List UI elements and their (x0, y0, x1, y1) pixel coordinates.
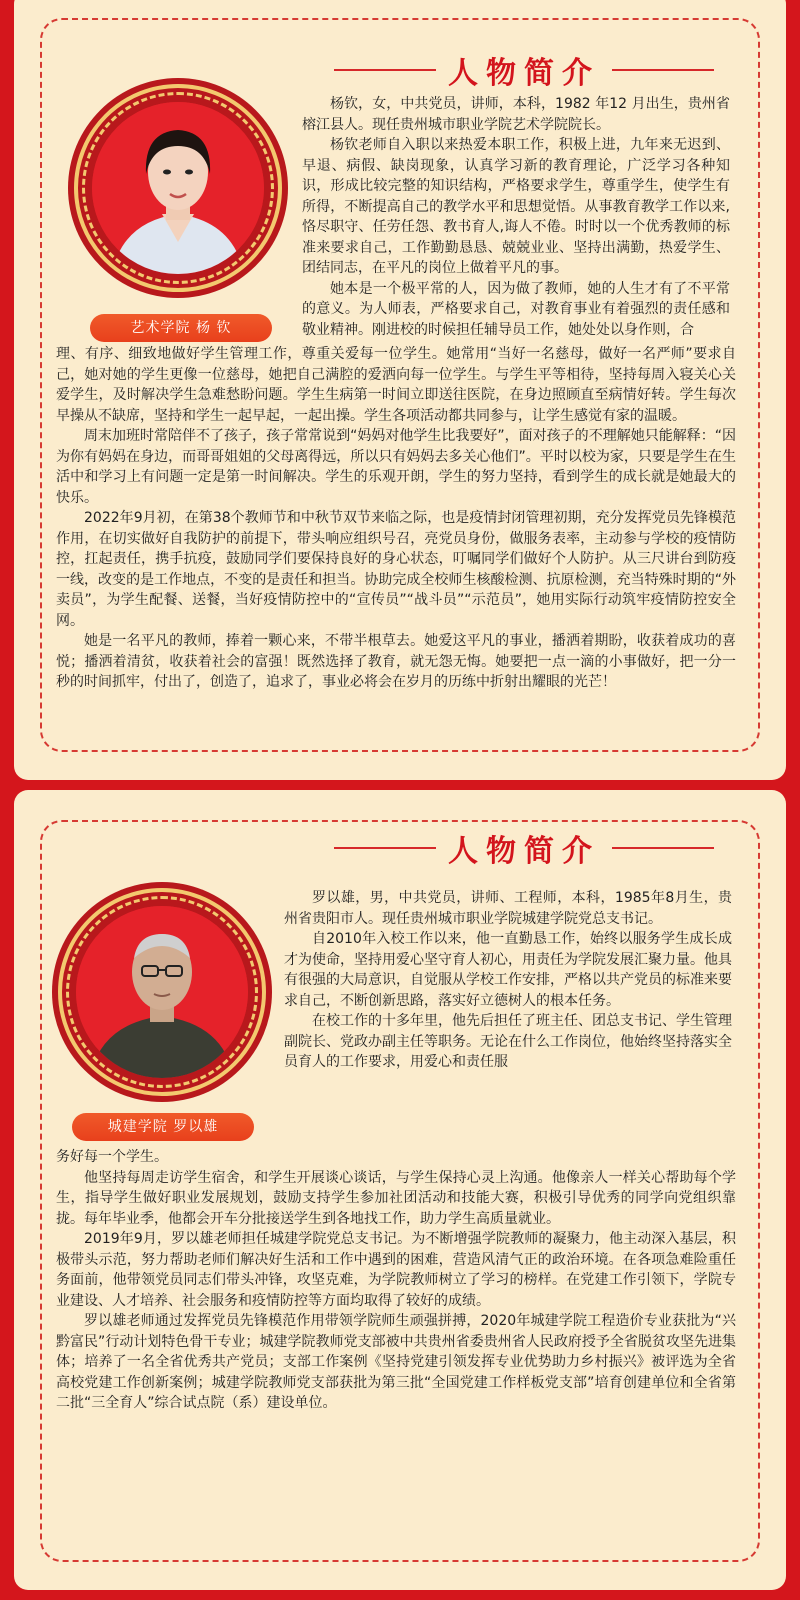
bio-paragraph: 她本是一个极平常的人，因为做了教师，她的人生才有了不平常的意义。为人师表，严格要求自己，对教育事业有着强烈的责任感和敬业精神。刚进校的时候担任辅导员工作，她处处以身作则，合 (302, 280, 730, 338)
section-header (334, 828, 714, 868)
title-line-left (334, 847, 436, 849)
section-header (334, 50, 714, 90)
bio-text-top (302, 94, 730, 340)
portrait-frame (68, 78, 288, 298)
section-title: 人物简介 (448, 56, 600, 91)
bio-text-top (284, 888, 732, 1073)
bio-paragraph: 2022年9月初，在第38个教师节和中秋节双节来临之际，也是疫情封闭管理初期，充分发挥党员先锋模范作用，在切实做好自我防护的前提下，带头响应组织号召，亮党员身份，做服务表率，主动参与学校的疫情防控，扛起责任，携手抗疫，鼓励同学们要保持良好的身心状态，叮嘱同学们做好个人防护。从三尺讲台到防疫一线，改变的是工作地点，不变的是责任和担当。协助完成全校师生核酸检测、抗原检测，充当特殊时期的“外卖员”，为学生配餐、送餐，当好疫情防控中的“宣传员”“战斗员”“示范员”，她用实际行动筑牢疫情防控安全网。 (56, 510, 736, 629)
bio-paragraph: 杨钦，女，中共党员，讲师，本科，1982 年12 月出生，贵州省榕江县人。现任贵州城市职业学院艺术学院院长。 (302, 96, 730, 133)
portrait-frame (52, 882, 272, 1102)
person-photo-1 (92, 102, 264, 274)
person-photo-2 (76, 906, 248, 1078)
title-line-left (334, 69, 436, 71)
profile-card-2 (14, 790, 786, 1590)
bio-paragraph: 2019年9月，罗以雄老师担任城建学院党总支书记。为不断增强学院教师的凝聚力，他主动深入基层，积极带头示范，努力帮助老师们解决好生活和工作中遇到的困难，营造风清气正的政治环境。在各项急难险重任务面前，他带领党员同志们带头冲锋，攻坚克难，为学院教师树立了学习的榜样。在党建工作引领下，学院专业建设、人才培养、社会服务和疫情防控等方面均取得了较好的成绩。 (56, 1231, 736, 1309)
profile-card-1 (14, 0, 786, 780)
bio-paragraph: 理、有序、细致地做好学生管理工作，尊重关爱每一位学生。她常用“当好一名慈母，做好一名严师”要求自己，她对她的学生更像一位慈母，她把自己满腔的爱洒向每一位学生。与学生平等相待，坚持每周入寝关心关爱学生，及时解决学生急难愁盼问题。学生生病第一时间立即送往医院，在身边照顾直至病情好转。学生每次早操从不缺席，坚持和学生一起早起，一起出操。学生各项活动都共同参与，让学生感觉有家的温暖。 (56, 346, 736, 424)
bio-paragraph: 他坚持每周走访学生宿舍，和学生开展谈心谈话，与学生保持心灵上沟通。他像亲人一样关心帮助每个学生，指导学生做好职业发展规划，鼓励支持学生参加社团活动和技能大赛，积极引导优秀的同学向党组织靠拢。每年毕业季，他都会开车分批接送学生到各地找工作，助力学生高质量就业。 (56, 1169, 736, 1227)
portrait-photo (92, 102, 264, 274)
bio-paragraph: 周末加班时常陪伴不了孩子，孩子常常说到“妈妈对他学生比我要好”，面对孩子的不理解她只能解释：“因为你有妈妈在身边，而哥哥姐姐的父母离得远，所以只有妈妈去多关心他们”。平时以校为家，只要是学生在生活中和学习上有问题一定是第一时间解决。学生的乐观开朗，学生的努力坚持，看到学生的成长就是她最大的快乐。 (56, 428, 736, 506)
title-line-right (612, 847, 714, 849)
title-line-right (612, 69, 714, 71)
bio-paragraph: 罗以雄老师通过发挥党员先锋模范作用带领学院师生顽强拼搏，2020年城建学院工程造价专业获批为“兴黔富民”行动计划特色骨干专业；城建学院教师党支部被中共贵州省委贵州省人民政府授予全省脱贫攻坚先进集体；培养了一名全省优秀共产党员；支部工作案例《坚持党建引领发挥专业优势助力乡村振兴》被评选为全省高校党建工作创新案例；城建学院教师党支部获批为第三批“全国党建工作样板党支部”培育创建单位和全省第二批“三全育人”综合试点院（系）建设单位。 (56, 1313, 736, 1411)
portrait-photo (76, 906, 248, 1078)
bio-paragraph: 务好每一个学生。 (56, 1149, 168, 1165)
bio-text-bottom (56, 1147, 736, 1414)
bio-paragraph: 她是一名平凡的教师，捧着一颗心来，不带半根草去。她爱这平凡的事业，播洒着期盼，收获着成功的喜悦；播洒着清贫，收获着社会的富强！既然选择了教育，就无怨无悔。她要把一点一滴的小事做好，把一分一秒的时间抓牢，付出了，创造了，追求了，事业必将会在岁月的历练中折射出耀眼的光芒！ (56, 633, 736, 690)
name-badge: 城建学院 罗以雄 (72, 1113, 254, 1141)
bio-paragraph: 自2010年入校工作以来，他一直勤恳工作，始终以服务学生成长成才为使命，坚持用爱心坚守育人初心，用责任为学院发展汇聚力量。他具有很强的大局意识，自觉服从学校工作安排，严格以共产党员的标准来要求自己，不断创新思路，落实好立德树人的根本任务。 (284, 931, 732, 1009)
section-title: 人物简介 (448, 834, 600, 869)
bio-paragraph: 杨钦老师自入职以来热爱本职工作，积极上进，九年来无迟到、早退、病假、缺岗现象，认真学习新的教育理论，广泛学习各种知识，形成比较完整的知识结构，严格要求学生，尊重学生，使学生有所得，不断提高自己的教学水平和思想觉悟。从事教育教学工作以来,恪尽职守、任劳任怨、教书育人,诲人不倦。时时以一个优秀教师的标准来要求自己，工作勤勤恳恳、兢兢业业、坚持出满勤，热爱学生、团结同志，在平凡的岗位上做着平凡的事。 (302, 137, 730, 276)
name-badge: 艺术学院 杨 钦 (90, 314, 272, 342)
bio-text-bottom (56, 344, 736, 693)
bio-paragraph: 在校工作的十多年里，他先后担任了班主任、团总支书记、学生管理副院长、党政办副主任等职务。无论在什么工作岗位，他始终坚持落实全员育人的工作要求，用爱心和责任服 (284, 1013, 732, 1070)
bio-paragraph: 罗以雄，男，中共党员，讲师、工程师，本科，1985年8月生，贵州省贵阳市人。现任贵州城市职业学院城建学院党总支书记。 (284, 890, 732, 927)
